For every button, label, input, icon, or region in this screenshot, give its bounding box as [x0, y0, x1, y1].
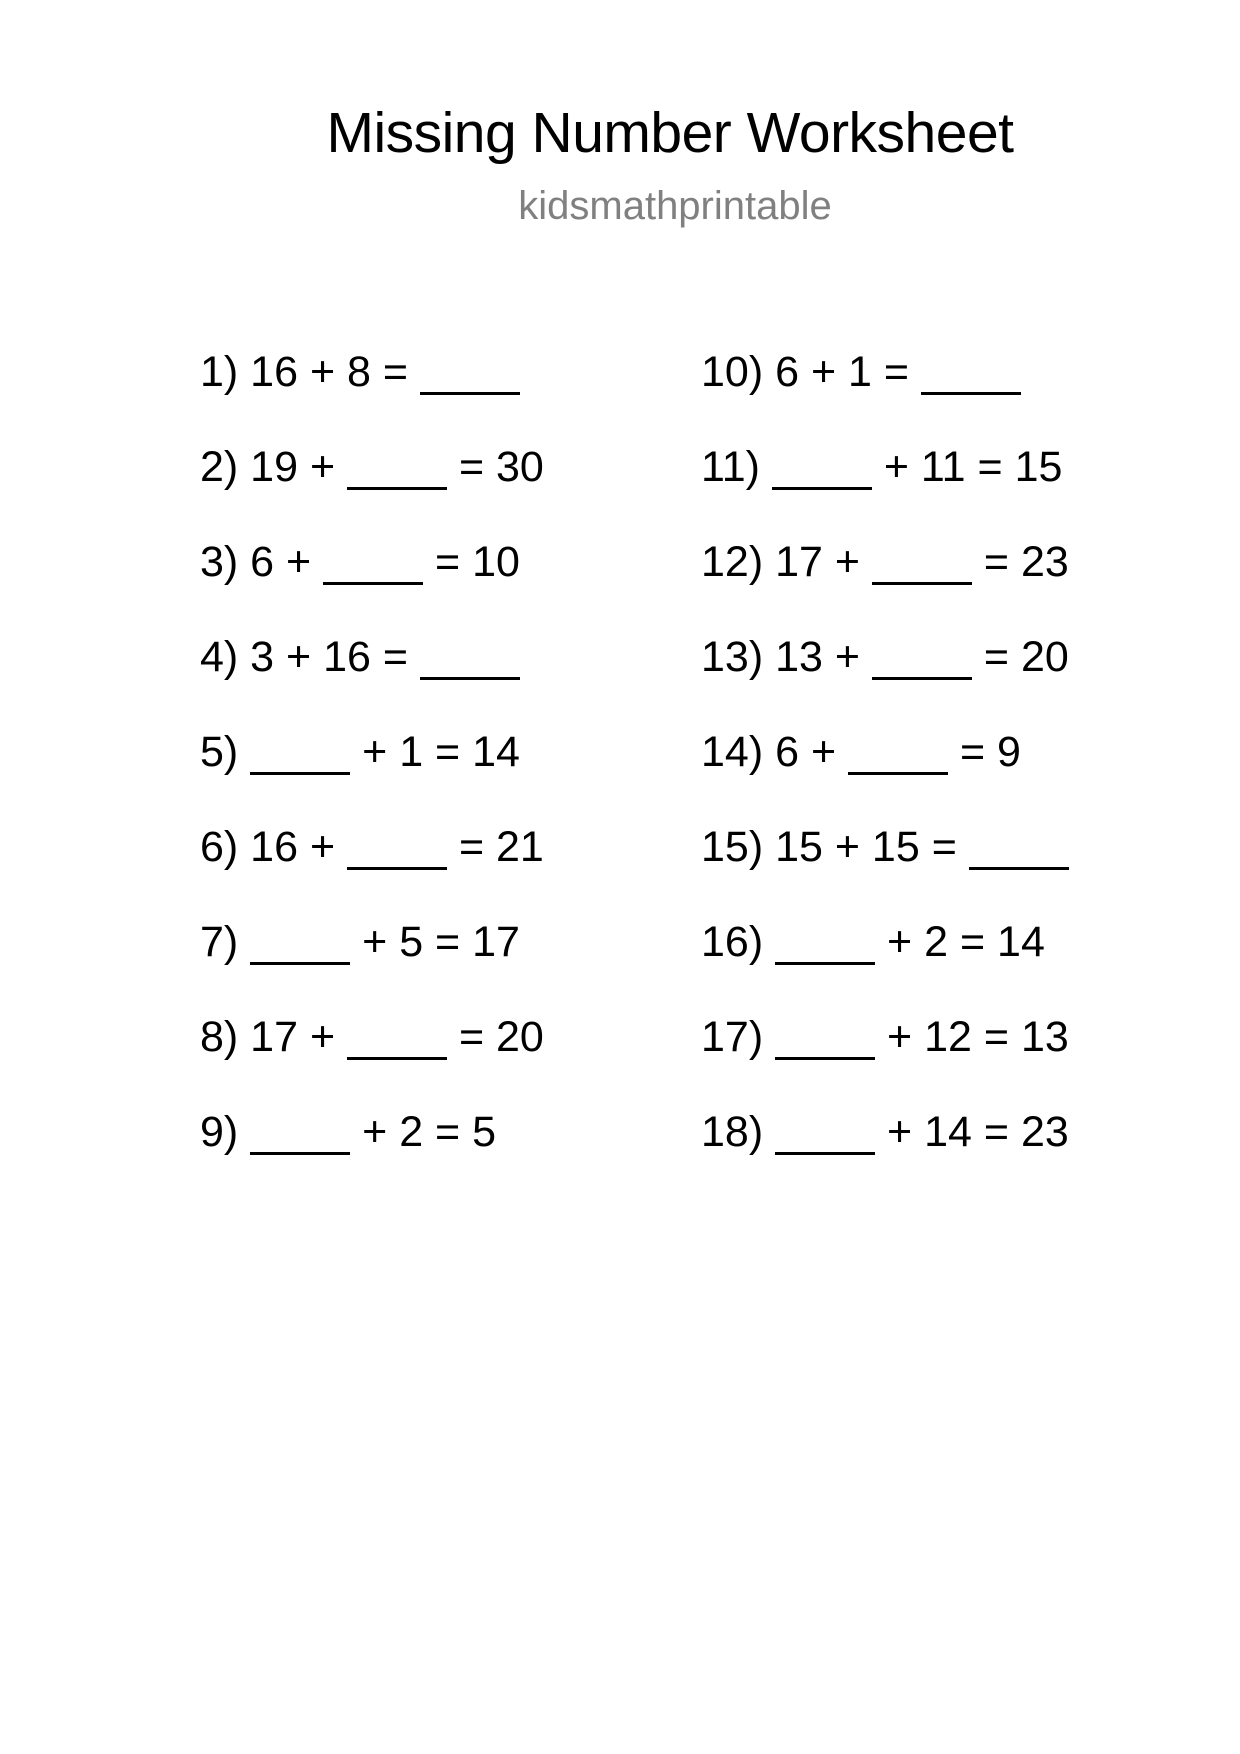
problem-number: 5) [200, 728, 239, 776]
problem-number: 11) [701, 443, 760, 491]
problem-pre: 17 + [238, 1013, 348, 1061]
problem-post: + 14 = 23 [875, 1108, 1069, 1156]
problem-post: = 21 [447, 823, 544, 871]
answer-blank[interactable] [872, 637, 972, 680]
answer-blank[interactable] [250, 922, 350, 965]
problem-number: 10) [701, 348, 764, 396]
problem-item [701, 632, 1069, 727]
problem-item [701, 1107, 1069, 1202]
problem-pre [238, 918, 250, 966]
problem-item [701, 822, 1069, 917]
problem-post: + 12 = 13 [875, 1013, 1069, 1061]
problem-post: + 2 = 14 [875, 918, 1045, 966]
problem-pre: 15 + 15 = [763, 823, 969, 871]
problem-item [701, 1012, 1069, 1107]
problem-item [200, 632, 544, 727]
answer-blank[interactable] [775, 922, 875, 965]
problem-number: 16) [701, 918, 764, 966]
problem-number: 9) [200, 1108, 239, 1156]
problems-column-right [701, 347, 1069, 1202]
answer-blank[interactable] [347, 447, 447, 490]
answer-blank[interactable] [848, 732, 948, 775]
problem-item [701, 727, 1069, 822]
problem-pre: 19 + [238, 443, 348, 491]
problem-number: 7) [200, 918, 239, 966]
problem-item [200, 442, 544, 537]
problem-pre: 16 + [238, 823, 348, 871]
problem-item [200, 347, 544, 442]
problem-post: = 9 [948, 728, 1021, 776]
problem-item [200, 822, 544, 917]
problem-pre: 3 + 16 = [238, 633, 420, 681]
problem-item [701, 347, 1069, 442]
answer-blank[interactable] [872, 542, 972, 585]
problem-pre [763, 918, 775, 966]
problem-item [701, 442, 1069, 537]
problem-number: 17) [701, 1013, 764, 1061]
problem-post: = 30 [447, 443, 544, 491]
problem-pre [238, 1108, 250, 1156]
problem-number: 1) [200, 348, 239, 396]
problem-pre [763, 1013, 775, 1061]
problem-post: = 20 [447, 1013, 544, 1061]
problem-number: 12) [701, 538, 764, 586]
problem-number: 4) [200, 633, 239, 681]
problem-number: 6) [200, 823, 239, 871]
problem-post: = 20 [971, 633, 1069, 681]
problem-number: 14) [701, 728, 764, 776]
problem-item [200, 1012, 544, 1107]
problem-item [701, 537, 1069, 632]
problem-pre: 13 + [763, 633, 872, 681]
problem-number: 18) [701, 1108, 764, 1156]
problem-post: = 23 [971, 538, 1069, 586]
problem-item [701, 917, 1069, 1012]
answer-blank[interactable] [420, 352, 520, 395]
answer-blank[interactable] [969, 827, 1069, 870]
problem-pre [763, 1108, 775, 1156]
answer-blank[interactable] [347, 1017, 447, 1060]
problem-item [200, 727, 544, 822]
problems-column-left [200, 347, 544, 1202]
problem-item [200, 537, 544, 632]
problem-post: + 2 = 5 [350, 1108, 497, 1156]
problem-post: + 11 = 15 [871, 443, 1063, 491]
answer-blank[interactable] [775, 1017, 875, 1060]
problem-pre: 17 + [763, 538, 872, 586]
problem-item [200, 1107, 544, 1202]
problem-post: = 10 [423, 538, 520, 586]
problem-pre: 6 + [763, 728, 849, 776]
problem-post: + 1 = 14 [350, 728, 520, 776]
answer-blank[interactable] [347, 827, 447, 870]
worksheet-subtitle: kidsmathprintable [518, 184, 832, 228]
problem-number: 3) [200, 538, 239, 586]
problem-pre: 6 + 1 = [763, 348, 921, 396]
problem-number: 13) [701, 633, 764, 681]
answer-blank[interactable] [772, 447, 872, 490]
answer-blank[interactable] [921, 352, 1021, 395]
problem-number: 8) [200, 1013, 239, 1061]
answer-blank[interactable] [323, 542, 423, 585]
problem-number: 15) [701, 823, 764, 871]
answer-blank[interactable] [775, 1112, 875, 1155]
problem-pre: 6 + [238, 538, 324, 586]
worksheet-title: Missing Number Worksheet [326, 101, 1014, 165]
problem-pre: 16 + 8 = [238, 348, 420, 396]
answer-blank[interactable] [420, 637, 520, 680]
problem-pre [760, 443, 772, 491]
problem-post: + 5 = 17 [350, 918, 520, 966]
answer-blank[interactable] [250, 732, 350, 775]
problem-item [200, 917, 544, 1012]
problem-pre [238, 728, 250, 776]
problem-number: 2) [200, 443, 239, 491]
answer-blank[interactable] [250, 1112, 350, 1155]
